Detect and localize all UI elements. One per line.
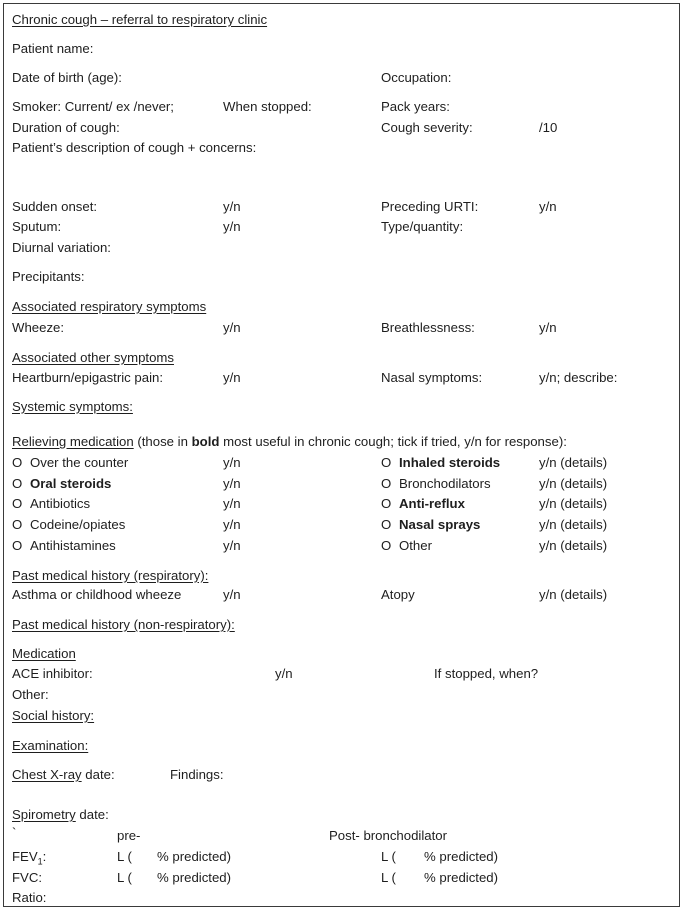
- chest-xray-label: Chest X-ray: [12, 767, 82, 782]
- tick-circle-icon: O: [12, 496, 23, 511]
- fev-text: FEV: [12, 849, 38, 864]
- other-medication-label: Other:: [12, 687, 49, 702]
- fev1-post-predicted: % predicted): [424, 849, 499, 864]
- chest-xray-date: [12, 767, 115, 783]
- asthma-label: Asthma or childhood wheeze: [12, 587, 182, 602]
- chest-xray-findings-label: Findings:: [170, 767, 224, 782]
- social-history-heading: Social history:: [12, 708, 95, 723]
- med-option-label: Bronchodilators: [399, 476, 491, 491]
- tick-circle-icon: O: [381, 455, 392, 470]
- med-option-response: y/n: [223, 476, 241, 491]
- systemic-symptoms-heading: Systemic symptoms:: [12, 399, 133, 414]
- form-title: Chronic cough – referral to respiratory clinic: [12, 12, 268, 27]
- preceding-urti-yn: y/n: [539, 199, 557, 214]
- preceding-urti-label: Preceding URTI:: [381, 199, 479, 214]
- med-option-label: Inhaled steroids: [399, 455, 501, 470]
- relieving-note-pre: (those in: [133, 434, 192, 449]
- examination-heading: Examination:: [12, 738, 89, 753]
- chest-xray-date-label: date:: [81, 767, 115, 782]
- type-quantity-label: Type/quantity:: [381, 219, 464, 234]
- med-option-left[interactable]: [12, 517, 125, 533]
- stray-backtick: `: [12, 825, 17, 840]
- med-option-right[interactable]: [381, 455, 500, 471]
- fev1-label: [12, 849, 46, 870]
- wheeze-label: Wheeze:: [12, 320, 65, 335]
- sputum-label: Sputum:: [12, 219, 62, 234]
- med-option-response: y/n: [223, 517, 241, 532]
- ace-inhibitor-label: ACE inhibitor:: [12, 666, 93, 681]
- wheeze-yn: y/n: [223, 320, 241, 335]
- med-option-label: Anti-reflux: [399, 496, 465, 511]
- med-option-left[interactable]: [12, 496, 90, 512]
- tick-circle-icon: O: [12, 476, 23, 491]
- med-option-response: y/n: [223, 538, 241, 553]
- diurnal-variation-label: Diurnal variation:: [12, 240, 111, 255]
- breathlessness-yn: y/n: [539, 320, 557, 335]
- fev1-post-unit: L (: [381, 849, 396, 864]
- med-option-label: Antibiotics: [30, 496, 91, 511]
- med-option-response: y/n: [223, 455, 241, 470]
- fev1-pre-predicted: % predicted): [157, 849, 232, 864]
- sudden-onset-yn: y/n: [223, 199, 241, 214]
- med-option-response: y/n (details): [539, 538, 608, 553]
- atopy-label: Atopy: [381, 587, 415, 602]
- patient-name-label: Patient name:: [12, 41, 94, 56]
- if-stopped-label: If stopped, when?: [434, 666, 539, 681]
- med-option-response: y/n: [223, 496, 241, 511]
- med-option-right[interactable]: [381, 517, 480, 533]
- pack-years-label: Pack years:: [381, 99, 450, 114]
- fvc-pre-predicted: % predicted): [157, 870, 232, 885]
- pmh-non-respiratory-heading: Past medical history (non-respiratory):: [12, 617, 235, 632]
- tick-circle-icon: O: [12, 455, 23, 470]
- smoker-label: Smoker: Current/ ex /never;: [12, 99, 174, 114]
- nasal-symptoms-label: Nasal symptoms:: [381, 370, 483, 385]
- fvc-post-predicted: % predicted): [424, 870, 499, 885]
- cough-description-label: Patient’s description of cough + concerns:: [12, 140, 257, 155]
- tick-circle-icon: O: [381, 538, 392, 553]
- fvc-label: FVC:: [12, 870, 43, 885]
- sudden-onset-label: Sudden onset:: [12, 199, 98, 214]
- spirometry-label: Spirometry: [12, 807, 76, 822]
- tick-circle-icon: O: [381, 476, 392, 491]
- cough-severity-label: Cough severity:: [381, 120, 473, 135]
- med-option-response: y/n (details): [539, 455, 608, 470]
- fvc-pre-unit: L (: [117, 870, 132, 885]
- asthma-yn: y/n: [223, 587, 241, 602]
- relieving-heading-text: Relieving medication: [12, 434, 134, 449]
- med-option-label: Other: [399, 538, 432, 553]
- ratio-label: Ratio:: [12, 890, 47, 905]
- med-option-right[interactable]: [381, 476, 491, 492]
- form-frame: [3, 3, 680, 907]
- fev-colon: :: [42, 849, 47, 864]
- fev1-pre-unit: L (: [117, 849, 132, 864]
- pre-bronchodilator-header: pre-: [117, 828, 141, 843]
- relieving-medication-heading: [12, 434, 567, 450]
- atopy-yn: y/n (details): [539, 587, 608, 602]
- med-option-label: Over the counter: [30, 455, 129, 470]
- fev-subscript: 1: [37, 856, 43, 867]
- occupation-label: Occupation:: [381, 70, 452, 85]
- med-option-response: y/n (details): [539, 517, 608, 532]
- precipitants-label: Precipitants:: [12, 269, 85, 284]
- when-stopped-label: When stopped:: [223, 99, 312, 114]
- relieving-note-bold: bold: [191, 434, 220, 449]
- assoc-other-heading: Associated other symptoms: [12, 350, 174, 365]
- cough-duration-label: Duration of cough:: [12, 120, 120, 135]
- pmh-respiratory-heading: Past medical history (respiratory):: [12, 568, 209, 583]
- relieving-note-post: most useful in chronic cough; tick if tried, y/n for response):: [219, 434, 567, 449]
- dob-label: Date of birth (age):: [12, 70, 122, 85]
- med-option-label: Nasal sprays: [399, 517, 481, 532]
- spirometry-date: [12, 807, 109, 823]
- med-option-response: y/n (details): [539, 496, 608, 511]
- med-option-right[interactable]: [381, 496, 465, 512]
- med-option-label: Antihistamines: [30, 538, 116, 553]
- assoc-resp-heading: Associated respiratory symptoms: [12, 299, 207, 314]
- med-option-right[interactable]: [381, 538, 432, 554]
- medication-heading: Medication: [12, 646, 76, 661]
- tick-circle-icon: O: [381, 517, 392, 532]
- med-option-left[interactable]: [12, 538, 116, 554]
- heartburn-label: Heartburn/epigastric pain:: [12, 370, 164, 385]
- heartburn-yn: y/n: [223, 370, 241, 385]
- tick-circle-icon: O: [12, 517, 23, 532]
- breathlessness-label: Breathlessness:: [381, 320, 475, 335]
- tick-circle-icon: O: [381, 496, 392, 511]
- med-option-label: Oral steroids: [30, 476, 112, 491]
- ace-inhibitor-yn: y/n: [275, 666, 293, 681]
- cough-severity-scale: /10: [539, 120, 558, 135]
- nasal-symptoms-yn: y/n; describe:: [539, 370, 618, 385]
- med-option-left[interactable]: [12, 476, 111, 492]
- post-bronchodilator-header: Post- bronchodilator: [329, 828, 448, 843]
- fvc-post-unit: L (: [381, 870, 396, 885]
- sputum-yn: y/n: [223, 219, 241, 234]
- med-option-label: Codeine/opiates: [30, 517, 126, 532]
- spirometry-date-label: date:: [75, 807, 109, 822]
- med-option-left[interactable]: [12, 455, 128, 471]
- med-option-response: y/n (details): [539, 476, 608, 491]
- tick-circle-icon: O: [12, 538, 23, 553]
